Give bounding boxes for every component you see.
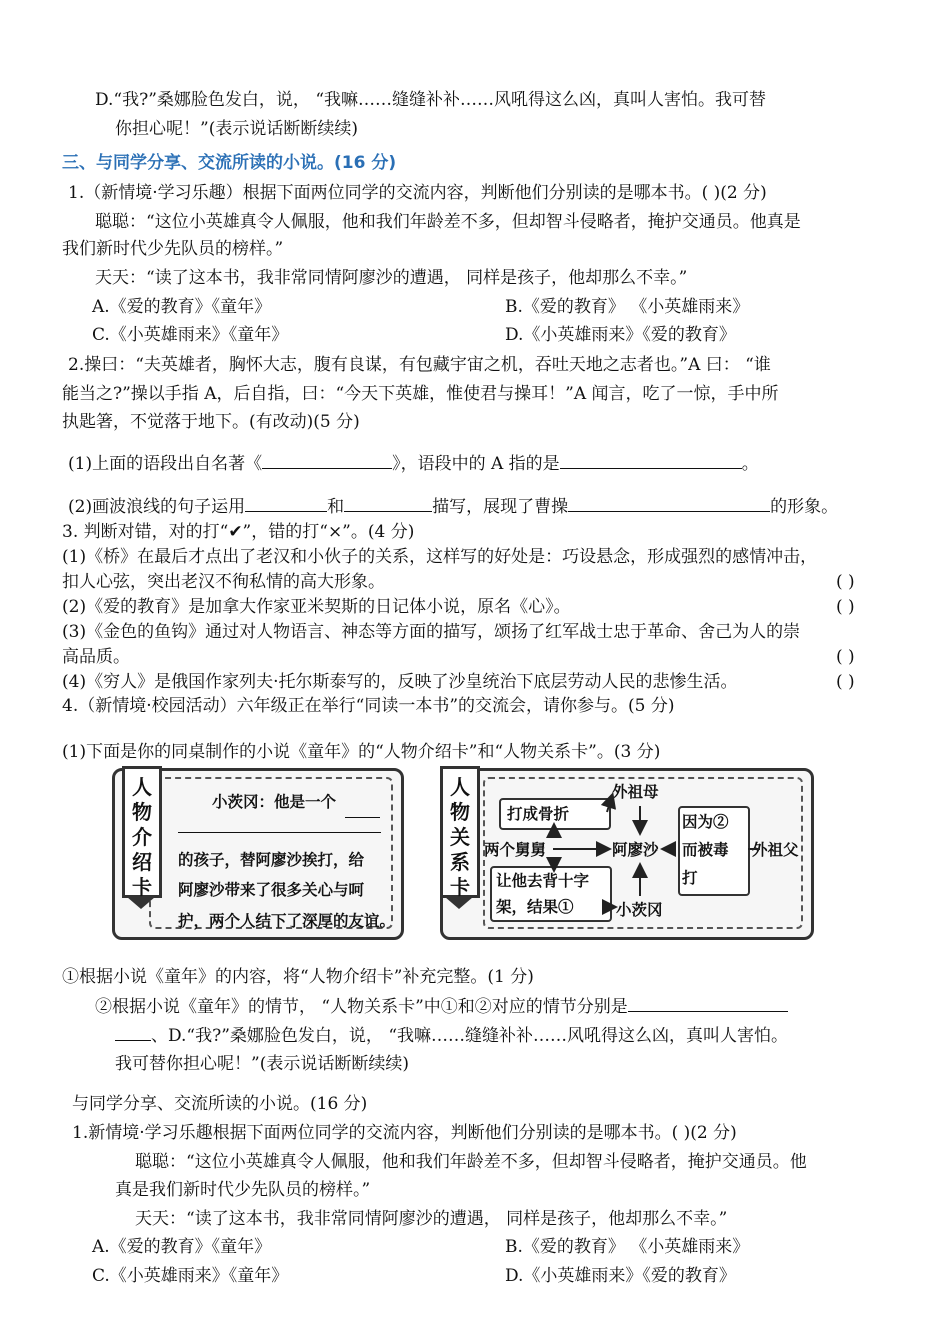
q4-r1: ①根据小说《童年》的内容，将“人物介绍卡”补充完整。(1 分) [62,967,534,987]
relation-grandfather: 外祖父 [752,840,799,859]
relation-cross-1: 让他去背十字 [496,871,590,890]
blank-plot-1[interactable] [628,994,788,1012]
q2-line3: 执匙箸，不觉落于地下。(有改动)(5 分) [62,412,360,432]
repeat-tiantian: 天天：“读了这本书，我非常同情阿廖沙的遭遇， 同样是孩子，他却那么不幸。” [135,1209,728,1229]
relation-grandmother: 外祖母 [612,782,659,801]
q4-sub1: (1)下面是你的同桌制作的小说《童年》的“人物介绍卡”和“人物关系卡”。(3 分) [62,742,661,762]
repeat-stem: 1.新情境·学习乐趣根据下面两位同学的交流内容，判断他们分别读的是哪本书。( )(2 分) [72,1123,737,1143]
q1-stem: 1.（新情境·学习乐趣）根据下面两位同学的交流内容，判断他们分别读的是哪本书。( )(2 分) [68,183,767,203]
repeat-option-c: C.《小英雄雨来》《童年》 [92,1266,289,1286]
character-intro-tab: 人 物 介 绍 卡 [122,766,162,898]
relation-poisoned: 而被毒 [682,840,729,859]
q1-option-d: D.《小英雄雨来》《爱的教育》 [505,325,736,345]
q1-congcong-1: 聪聪：“这位小英雄真令人佩服，他和我们年龄差不多，但却智斗侵略者，掩护交通员。他真是 [95,212,801,232]
q3-paren-1[interactable]: ( ) [836,572,855,592]
relation-because: 因为② [682,812,729,831]
q3-item3-a: (3)《金色的鱼钩》通过对人物语言、神态等方面的描写，颂扬了红军战士忠于革命、舍己为人的崇 [62,622,801,642]
q3-item3-b: 高品质。 [62,647,130,667]
relation-xiaocigang: 小茨冈 [616,900,663,919]
relation-beaten: 打 [682,868,698,887]
relation-two-uncles: 两个舅舅 [484,840,547,859]
blank-plot-2[interactable] [115,1023,151,1041]
q3-paren-2[interactable]: ( ) [836,597,855,617]
section-title: 三、与同学分享、交流所读的小说。(16 分) [62,153,397,173]
q2-line1: 2.操曰：“夫英雄者，胸怀大志，腹有良谋，有包藏宇宙之机，吞吐天地之志者也。”A 曰： “谁 [68,355,771,375]
q3-paren-4[interactable]: ( ) [836,672,855,692]
repeat-congcong-2: 真是我们新时代少先队员的榜样。” [115,1180,371,1200]
q1-option-a: A.《爱的教育》《童年》 [92,297,272,317]
q1-tiantian: 天天：“读了这本书，我非常同情阿廖沙的遭遇， 同样是孩子，他却那么不幸。” [95,268,688,288]
relation-broken-bone: 打成骨折 [507,804,570,823]
intro-line3: 的孩子，替阿廖沙挨打，给 [178,850,365,869]
q3-item1-a: (1)《桥》在最后才点出了老汉和小伙子的关系，这样写的好处是：巧设悬念，形成强烈的感情冲击， [62,547,818,567]
q1-congcong-2: 我们新时代少先队员的榜样。” [62,239,284,259]
option-d-line1: D.“我?”桑娜脸色发白，说， “我嘛……缝缝补补……风吼得这么凶，真叫人害怕。我可替 [95,90,767,110]
q4-r3: 、D.“我?”桑娜脸色发白，说， “我嘛……缝缝补补……风吼得这么凶，真叫人害怕。 [115,1023,788,1048]
q4-title: 4.（新情境·校园活动）六年级正在举行“同读一本书”的交流会，请你参与。(5 分) [62,696,675,716]
q1-option-b: B.《爱的教育》 《小英雄雨来》 [505,297,750,317]
arrow-broken-to-grandmother [607,796,612,812]
q3-item2: (2)《爱的教育》是加拿大作家亚米契斯的日记体小说，原名《心》。 [62,597,571,617]
repeat-option-b: B.《爱的教育》 《小英雄雨来》 [505,1237,750,1257]
q4-r2: ②根据小说《童年》的情节， “人物关系卡”中①和②对应的情节分别是 [95,994,788,1019]
q2-sub1: (1)上面的语段出自名著《 》，语段中的 A 指的是 。 [68,451,759,476]
q3-item4: (4)《穷人》是俄国作家列夫·托尔斯泰写的，反映了沙皇统治下底层劳动人民的悲惨生活。 [62,672,738,692]
intro-line5: 护，两个人结下了深厚的友谊。 [178,911,396,930]
repeat-option-d: D.《小英雄雨来》《爱的教育》 [505,1266,736,1286]
intro-line4: 阿廖沙带来了很多关心与呵 [178,880,365,899]
q3-item1-b: 扣人心弦，突出老汉不徇私情的高大形象。 [62,572,385,592]
q3-title: 3. 判断对错，对的打“✔”，错的打“×”。(4 分) [62,522,415,542]
q4-r4: 我可替你担心呢！”(表示说话断断续续) [115,1054,409,1074]
option-d-line2: 你担心呢！”(表示说话断断续续) [115,119,358,139]
q2-line2: 能当之?”操以手指 A，后自指，曰：“今天下英雄，惟使君与操耳！”A 闻言，吃了一惊，手中所 [62,384,779,404]
q1-option-c: C.《小英雄雨来》《童年》 [92,325,289,345]
intro-line1: 小茨冈：他是一个 [212,792,337,811]
q3-paren-3[interactable]: ( ) [836,647,855,667]
repeat-title: 与同学分享、交流所读的小说。(16 分) [72,1094,368,1114]
repeat-congcong-1: 聪聪：“这位小英雄真令人佩服，他和我们年龄差不多，但却智斗侵略者，掩护交通员。他 [135,1152,807,1172]
character-relation-tab: 人 物 关 系 卡 [440,766,480,898]
q2-sub2: (2)画波浪线的句子运用 和 描写，展现了曹操 的形象。 [68,494,838,519]
repeat-option-a: A.《爱的教育》《童年》 [92,1237,272,1257]
relation-aliaosha: 阿廖沙 [612,840,659,859]
relation-cross-2: 架，结果① [496,897,574,916]
